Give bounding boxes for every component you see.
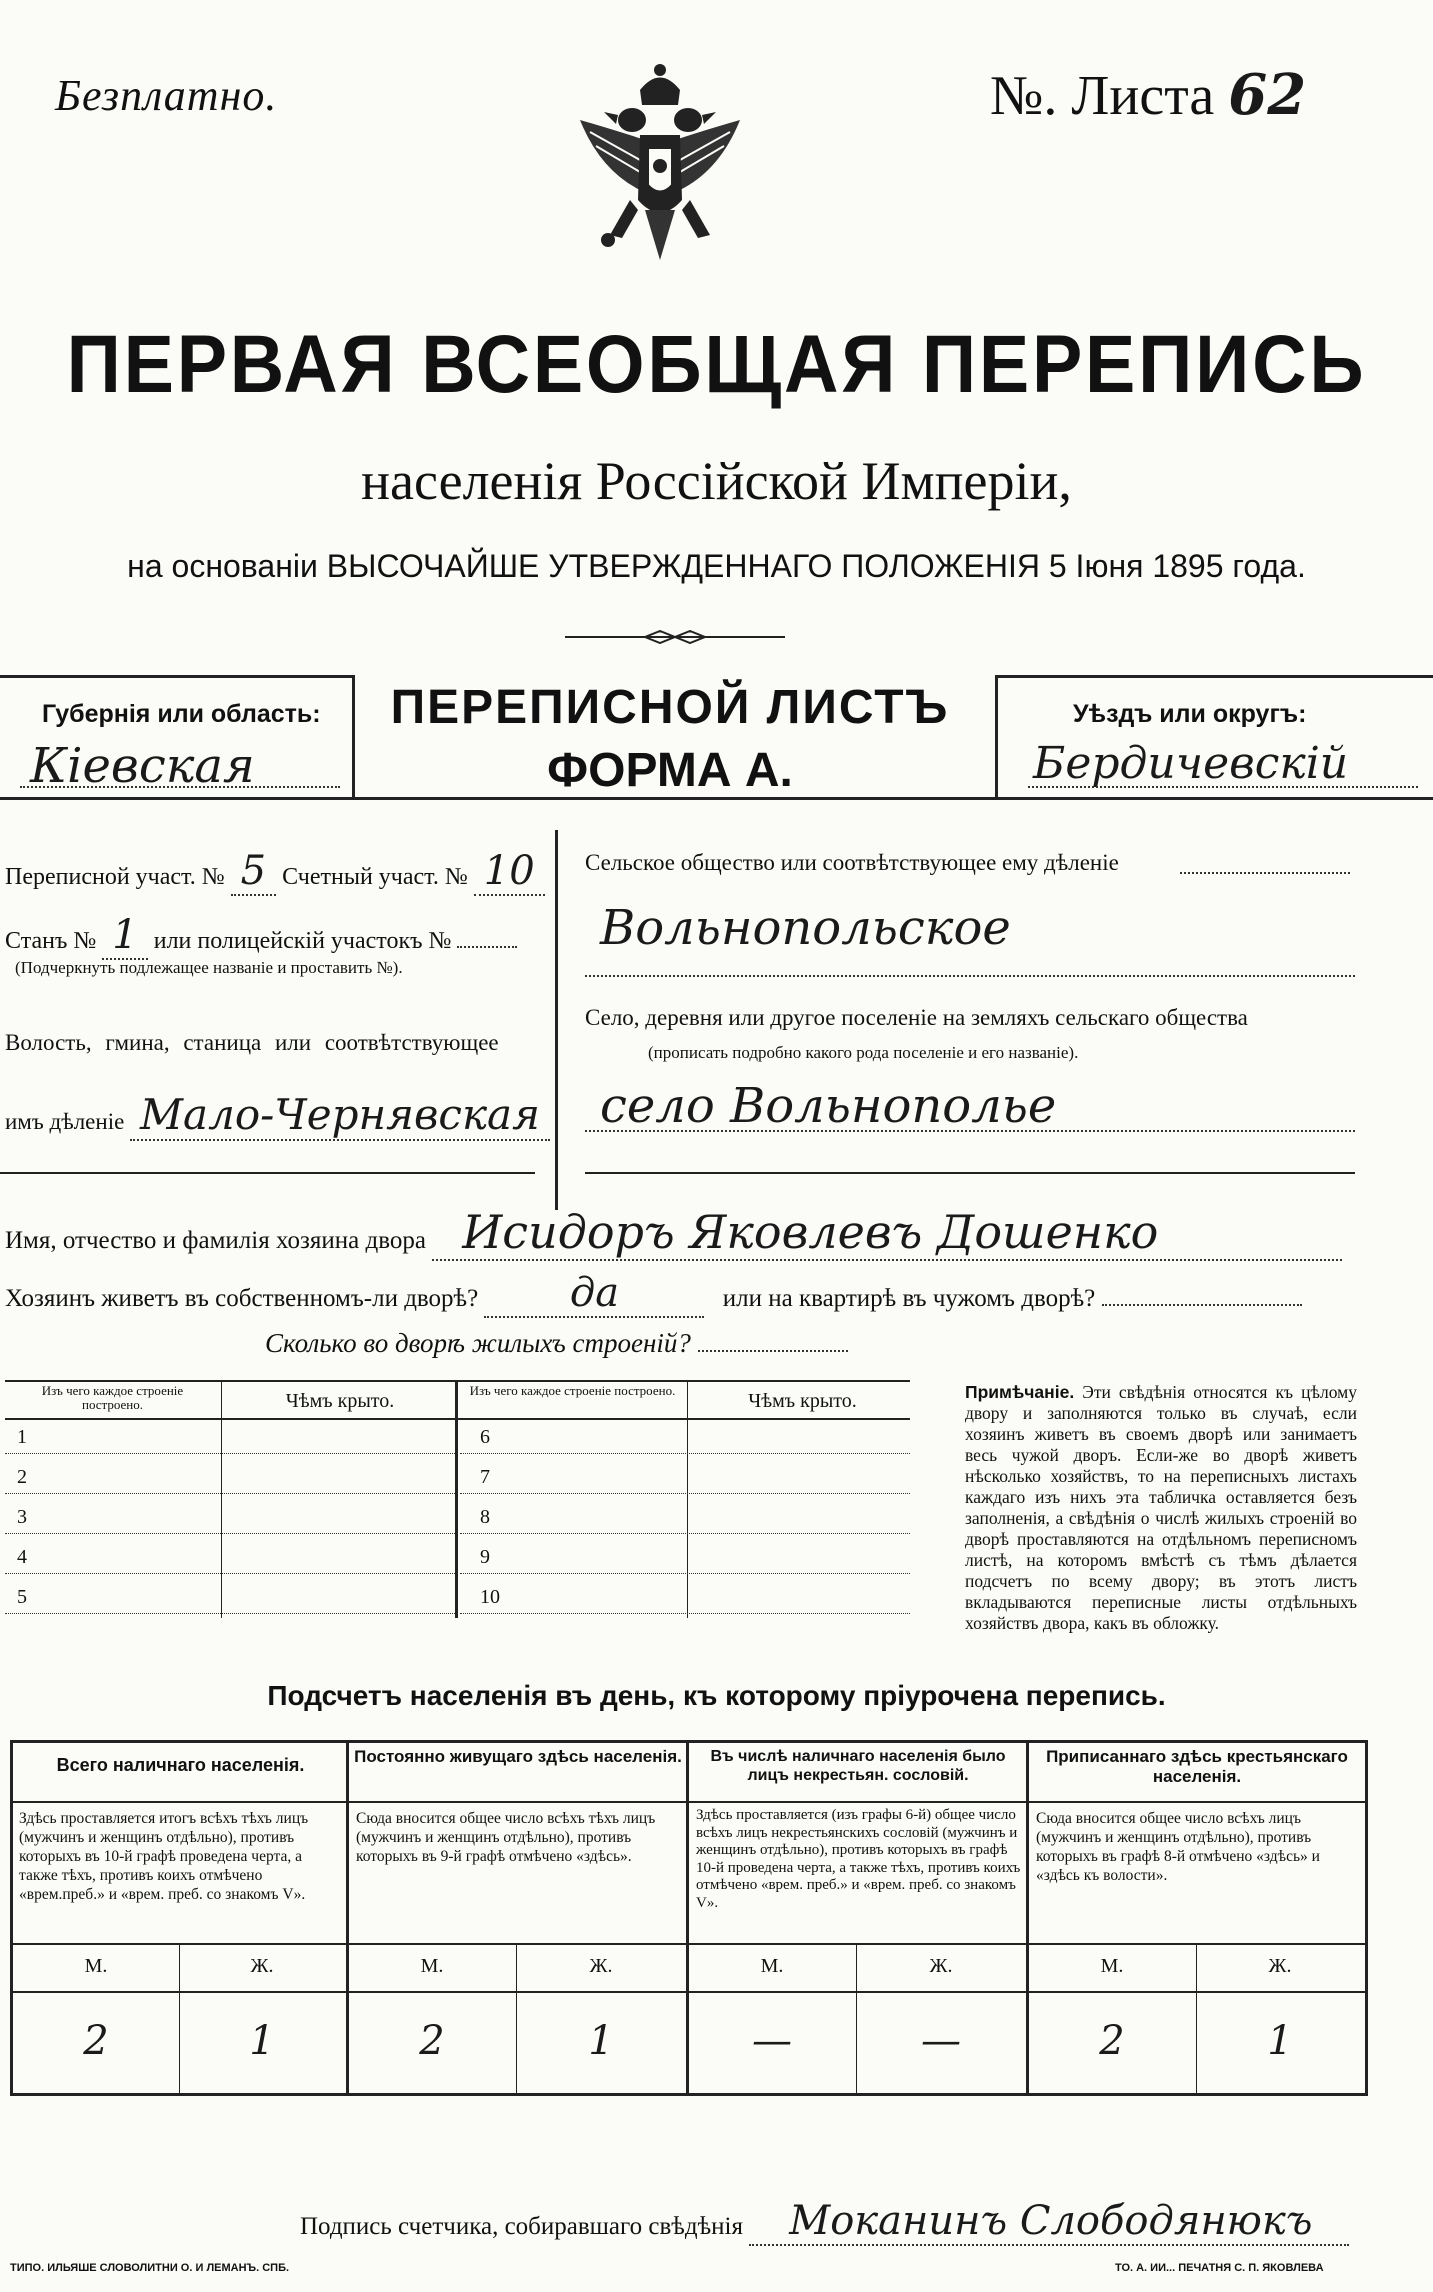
stan-row xyxy=(5,912,517,958)
owner-name-value: Исидоръ Яковлевъ Дошенко xyxy=(432,1205,1342,1261)
count-col4-title: Приписаннаго здѣсь крестьянскаго населенія. xyxy=(1046,1747,1348,1786)
count-col2-title: Постоянно живущаго здѣсь населенія. xyxy=(354,1747,682,1766)
stan-value: 1 xyxy=(102,912,147,960)
count-col2-f-value: 1 xyxy=(588,2018,614,2064)
owner-name-label: Имя, отчество и фамилія хозяина двора xyxy=(5,1227,426,1254)
sheet-number xyxy=(990,62,1306,128)
village-value: село Вольнополье xyxy=(600,1078,1057,1134)
free-label: Безплатно. xyxy=(55,71,278,120)
police-label: или полицейскій участокъ № xyxy=(153,928,452,954)
form-title: ПЕРЕПИСНОЙ ЛИСТЪ xyxy=(390,681,950,734)
count-col1-title: Всего наличнаго населенія. xyxy=(56,1755,305,1775)
uezd-label: Уѣздъ или округъ: xyxy=(1073,700,1307,728)
count-col4-f-label: Ж. xyxy=(1268,1955,1292,1977)
gubernia-label: Губернія или область: xyxy=(42,700,321,728)
village-note: (прописать подробно какого рода поселеніе и его названіе). xyxy=(648,1043,1079,1062)
underline-note: (Подчеркнуть подлежащее названіе и проставить №). xyxy=(15,958,403,977)
count-col2-m-value: 2 xyxy=(419,2018,445,2064)
count-col4-f-value: 1 xyxy=(1267,2018,1293,2064)
stan-label: Станъ № xyxy=(5,928,97,954)
census-area-label: Переписной участ. № xyxy=(5,864,225,890)
society-label: Сельское общество или соотвѣтствующее ему дѣленіе xyxy=(585,850,1119,875)
note-text: Эти свѣдѣнія относятся къ цѣлому двору и заполняются только въ случаѣ, если хозяинъ живетъ въ своемъ дворѣ или занимаетъ весь чужой дворъ. Если-же во дворѣ живетъ нѣсколько хозяйствъ, то на переписныхъ листахъ каждаго изъ нихъ эта табличка оставляется безъ заполненія, а свѣдѣнія о числѣ жилыхъ строеній во дворѣ проставляются на отдѣльномъ переписномъ листѣ, на которомъ вмѣстѣ съ тѣмъ дѣлается подсчетъ по всему двору; въ этотъ листъ вкладываются переписные листы отдѣльныхъ хозяйствъ двора, какъ въ обложку. xyxy=(965,1382,1358,1633)
note-block xyxy=(965,1382,1357,1634)
count-col3-title: Въ числѣ наличнаго населенія было лицъ некрестьян. сословій. xyxy=(710,1748,1006,1784)
count-col4-m-value: 2 xyxy=(1099,2018,1125,2064)
owner-lives-label: Хозяинъ живетъ въ собственномъ-ли дворѣ? xyxy=(5,1285,479,1312)
buildings-col2-right: Чѣмъ крыто. xyxy=(748,1390,857,1412)
footer-printer-left: ТИПО. ИЛЬЯШЕ СЛОВОЛИТНИ О. И ЛЕМАНЪ. СПБ. xyxy=(10,2262,290,2274)
owner-apartment-label: или на квартирѣ въ чужомъ дворѣ? xyxy=(722,1285,1096,1312)
sheet-number-value: 62 xyxy=(1228,62,1307,128)
gubernia-value: Кіевская xyxy=(30,738,255,794)
count-col3-m-value: — xyxy=(752,2018,792,2064)
footer-printer-right: ТО. А. ИИ... ПЕЧАТНЯ С. П. ЯКОВЛЕВА xyxy=(1115,2262,1324,2274)
count-area-value: 10 xyxy=(474,848,545,896)
row-4: 4 xyxy=(17,1546,27,1568)
count-col3-m-label: М. xyxy=(760,1955,784,1977)
count-col1-f-value: 1 xyxy=(249,2018,275,2064)
village-label: Село, деревня или другое поселеніе на земляхъ сельскаго общества xyxy=(585,1005,1248,1030)
main-title: ПЕРВАЯ ВСЕОБЩАЯ ПЕРЕПИСЬ xyxy=(66,319,1367,410)
owner-lives-row xyxy=(5,1270,1302,1318)
row-5: 5 xyxy=(17,1586,27,1608)
count-area-label: Счетный участ. № xyxy=(282,864,468,890)
gubernia-box xyxy=(0,675,355,800)
count-col2-m-label: М. xyxy=(420,1955,444,1977)
count-col2-f-label: Ж. xyxy=(589,1955,613,1977)
count-table xyxy=(10,1740,1368,2096)
form-letter: ФОРМА А. xyxy=(547,744,793,797)
row-7: 7 xyxy=(480,1466,490,1488)
owner-lives-value: да xyxy=(484,1270,704,1318)
census-area-row xyxy=(5,848,545,894)
count-col3-desc: Здѣсь проставляется (изъ графы 6-й) общее число всѣхъ лицъ некрестьянскихъ сословій (мужчинъ и женщинъ отдѣльно), противъ которыхъ въ графѣ 10-й проведена черта, а также тѣхъ, противъ коихъ отмѣчено «врем. преб.» и «врем. преб. со знакомъ V». xyxy=(696,1807,1021,1911)
count-col1-f-label: Ж. xyxy=(250,1955,274,1977)
count-col4-m-label: М. xyxy=(1100,1955,1124,1977)
row-1: 1 xyxy=(17,1426,27,1448)
owner-row xyxy=(5,1205,1342,1261)
buildings-col1-right: Изъ чего каждое строеніе построено. xyxy=(469,1383,676,1398)
form-title-block xyxy=(360,680,980,798)
census-area-value: 5 xyxy=(231,848,276,896)
buildings-table xyxy=(5,1380,910,1618)
row-9: 9 xyxy=(480,1546,490,1568)
volost-row xyxy=(5,1090,550,1139)
sheet-number-label: №. Листа xyxy=(990,65,1215,127)
signature-value: Моканинъ Слободянюкъ xyxy=(749,2198,1349,2246)
ornament-divider xyxy=(565,630,785,644)
row-8: 8 xyxy=(480,1506,490,1528)
volost-value: Мало-Чернявская xyxy=(130,1090,550,1141)
uezd-box xyxy=(995,675,1433,800)
count-col1-desc: Здѣсь проставляется итогъ всѣхъ тѣхъ лицъ (мужчинъ и женщинъ отдѣльно), противъ которыхъ въ 10-й графѣ проведена черта, а также тѣхъ, противъ коихъ отмѣчено «врем.преб.» и «врем. преб. со знакомъ V». xyxy=(19,1810,309,1903)
count-col3-f-value: — xyxy=(921,2018,961,2064)
row-10: 10 xyxy=(480,1586,500,1608)
count-col3-f-label: Ж. xyxy=(929,1955,953,1977)
count-col1-m-value: 2 xyxy=(83,2018,109,2064)
uezd-value: Бердичевскій xyxy=(1033,738,1349,789)
count-col2-desc: Сюда вносится общее число всѣхъ тѣхъ лицъ (мужчинъ и женщинъ отдѣльно), противъ которыхъ въ 9-й графѣ отмѣчено «здѣсь». xyxy=(356,1810,656,1865)
row-2: 2 xyxy=(17,1466,27,1488)
signature-row xyxy=(300,2198,1349,2246)
row-6: 6 xyxy=(480,1426,490,1448)
subtitle: населенія Россійской Имперіи, xyxy=(361,451,1072,511)
society-value: Вольнопольское xyxy=(600,900,1011,956)
signature-label: Подпись счетчика, собиравшаго свѣдѣнія xyxy=(300,2213,743,2240)
buildings-col2-left: Чѣмъ крыто. xyxy=(285,1390,395,1412)
count-heading: Подсчетъ населенія въ день, къ которому пріурочена перепись. xyxy=(267,1680,1166,1711)
buildings-col1-left: Изъ чего каждое строеніе построено. xyxy=(41,1383,184,1412)
count-col4-desc: Сюда вносится общее число всѣхъ лицъ (мужчинъ и женщинъ отдѣльно), противъ которыхъ въ графѣ 8-й отмѣчено «здѣсь» и «здѣсь къ волости». xyxy=(1036,1810,1320,1884)
count-col1-m-label: М. xyxy=(84,1955,108,1977)
note-title: Примѣчаніе. xyxy=(965,1382,1075,1402)
buildings-question xyxy=(265,1328,848,1359)
basis-line: на основаніи ВЫСОЧАЙШЕ УТВЕРЖДЕННАГО ПОЛОЖЕНІЯ 5 Іюня 1895 года. xyxy=(127,548,1306,584)
buildings-question-text: Сколько во дворѣ жилыхъ строеній? xyxy=(265,1328,691,1358)
row-3: 3 xyxy=(17,1506,27,1528)
imperial-eagle-emblem xyxy=(560,60,760,280)
volost-label-2: имъ дѣленіе xyxy=(5,1109,125,1134)
volost-label: Волость, гмина, станица или соотвѣтствующее xyxy=(5,1030,499,1055)
